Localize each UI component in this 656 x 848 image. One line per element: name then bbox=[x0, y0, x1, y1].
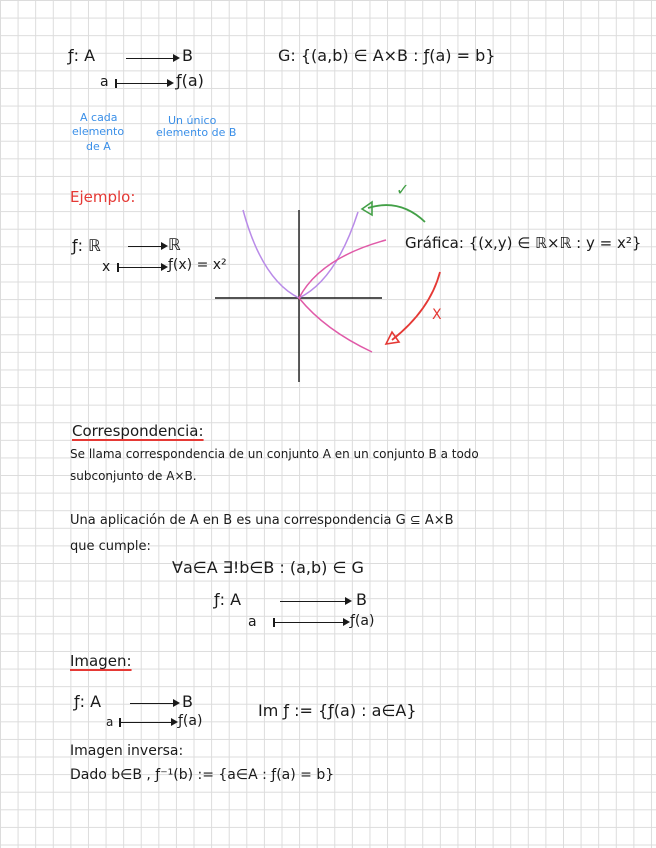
cross-mark: X bbox=[432, 307, 442, 323]
element-label: a bbox=[100, 74, 109, 90]
example-rule: ƒ(x) = x² bbox=[168, 257, 227, 273]
sideways-curve bbox=[299, 240, 386, 352]
correspondencia-line1: Se llama correspondencia de un conjunto A en un conjunto B a todo bbox=[70, 447, 479, 461]
aplicacion-element-arrow bbox=[274, 622, 344, 623]
example-graph-set: Gráfica: {(x,y) ∈ ℝ×ℝ : y = x²} bbox=[405, 234, 642, 252]
note-domain-line2: elemento bbox=[72, 125, 125, 138]
green-arrow-head bbox=[362, 202, 372, 215]
note-codomain-line1: Un único bbox=[168, 114, 217, 127]
example-element: x bbox=[102, 259, 111, 275]
example-title: Ejemplo: bbox=[70, 188, 136, 206]
red-arrow bbox=[392, 272, 440, 340]
aplicacion-image: ƒ(a) bbox=[350, 613, 375, 629]
imagen-element: a bbox=[106, 715, 114, 729]
imagen-title: Imagen: bbox=[70, 652, 132, 670]
green-arrow bbox=[368, 205, 425, 222]
aplicacion-element: a bbox=[248, 614, 257, 630]
imagen-definition: Im ƒ := {ƒ(a) : a∈A} bbox=[258, 701, 417, 720]
aplicacion-maps-to-arrow bbox=[280, 601, 346, 602]
note-domain-line1: A cada bbox=[80, 111, 118, 124]
aplicacion-line2: que cumple: bbox=[70, 539, 151, 554]
aplicacion-codomain: B bbox=[356, 590, 367, 609]
example-function-definition: ƒ: ℝ bbox=[72, 236, 101, 255]
check-mark: ✓ bbox=[396, 180, 410, 199]
image-label: ƒ(a) bbox=[176, 71, 204, 90]
aplicacion-line1: Una aplicación de A en B es una correspondencia G ⊆ A×B bbox=[70, 513, 454, 528]
imagen-function-definition: ƒ: A bbox=[74, 692, 102, 711]
imagen-maps-to-arrow bbox=[130, 703, 174, 704]
imagen-image: ƒ(a) bbox=[178, 713, 203, 729]
aplicacion-function-definition: ƒ: A bbox=[214, 590, 242, 609]
parabola-curve bbox=[243, 210, 358, 298]
aplicacion-condition: ∀a∈A ∃!b∈B : (a,b) ∈ G bbox=[172, 558, 364, 577]
example-codomain: ℝ bbox=[168, 235, 181, 254]
graph-definition: G: {(a,b) ∈ A×B : ƒ(a) = b} bbox=[278, 46, 496, 65]
correspondencia-title: Correspondencia: bbox=[72, 422, 204, 440]
correspondencia-line2: subconjunto de A×B. bbox=[70, 469, 197, 483]
imagen-inversa-definition: Dado b∈B , ƒ⁻¹(b) := {a∈A : ƒ(a) = b} bbox=[70, 767, 335, 783]
codomain-label: B bbox=[182, 46, 193, 65]
red-arrow-head bbox=[386, 332, 399, 344]
imagen-element-arrow bbox=[120, 722, 172, 723]
note-codomain-line2: elemento de B bbox=[156, 126, 237, 139]
imagen-codomain: B bbox=[182, 692, 193, 711]
function-definition: ƒ: A bbox=[68, 46, 96, 65]
imagen-inversa-title: Imagen inversa: bbox=[70, 743, 184, 759]
note-domain-line3: de A bbox=[86, 140, 111, 153]
